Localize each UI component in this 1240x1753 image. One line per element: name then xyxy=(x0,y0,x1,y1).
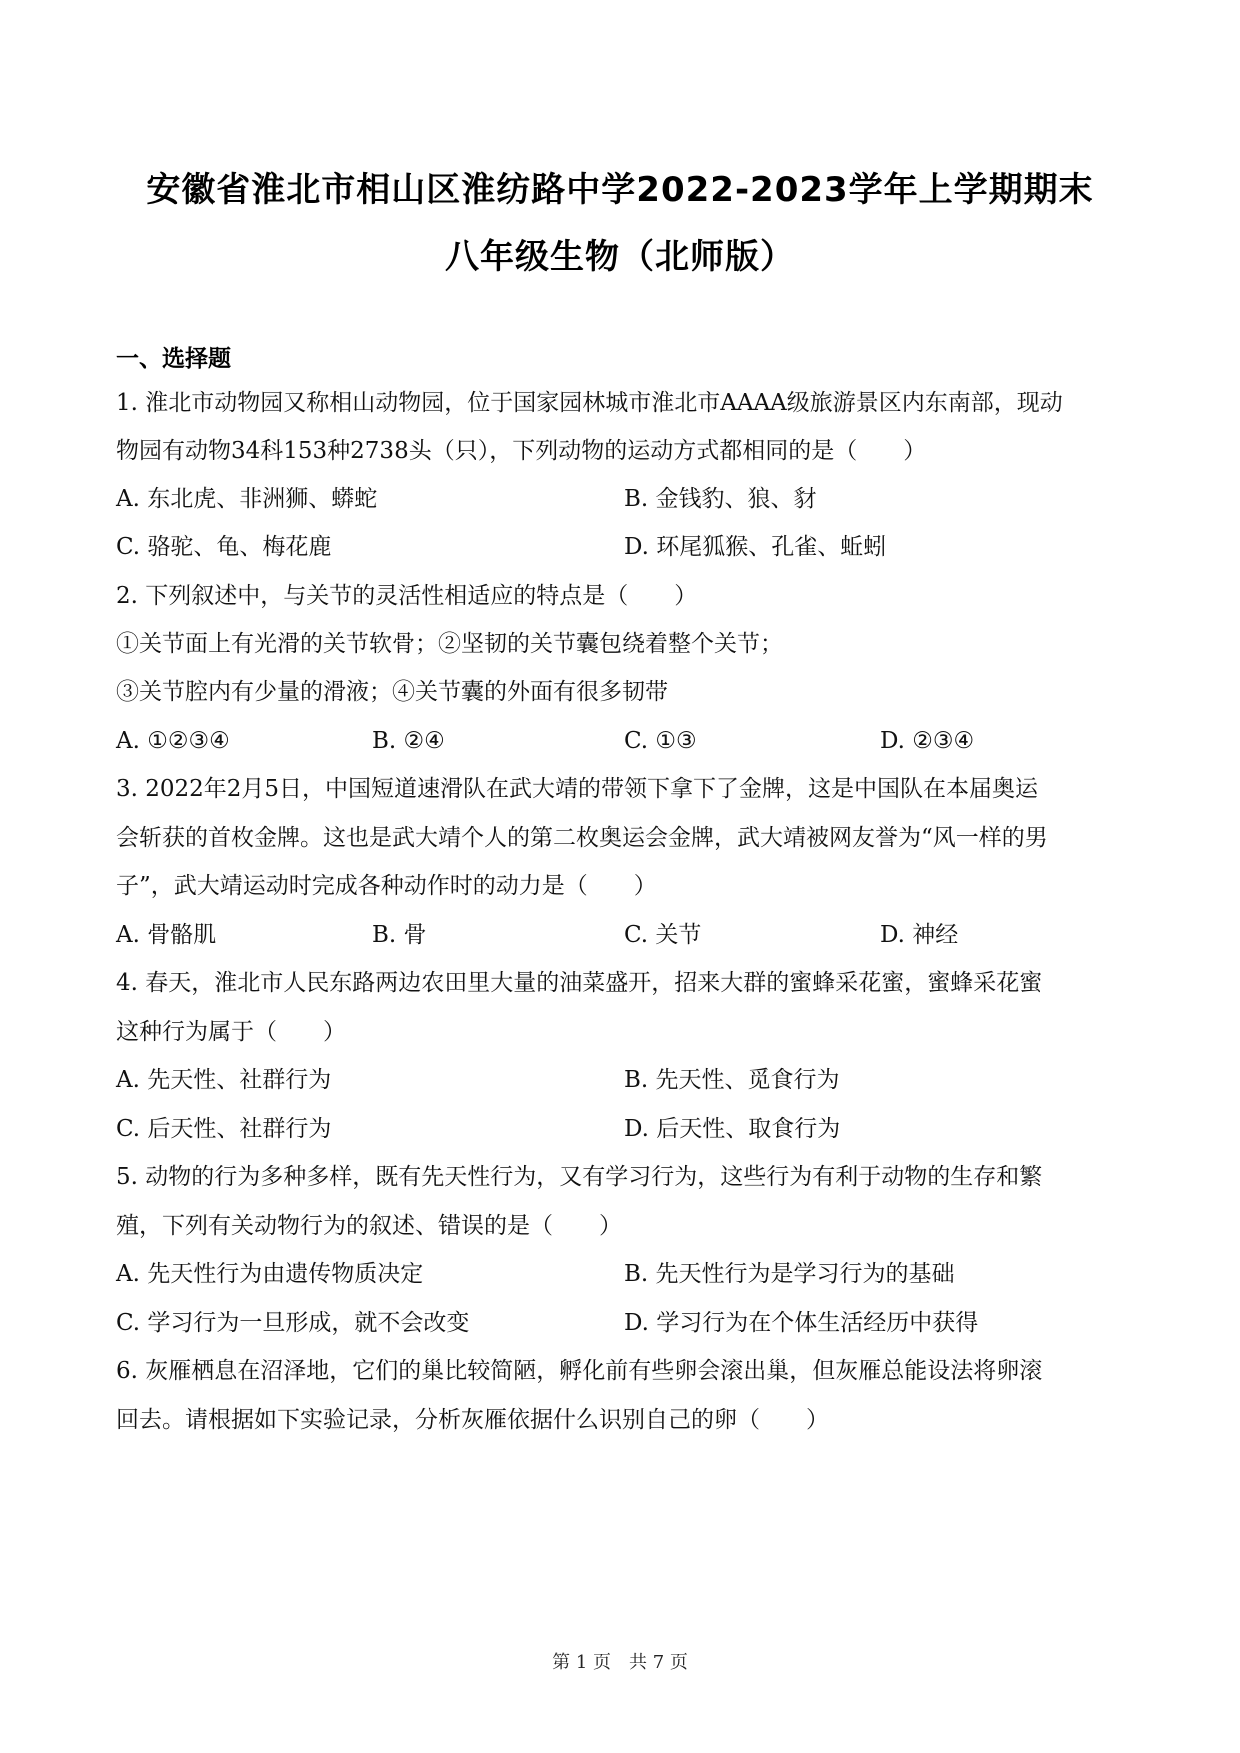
question-text-line: ①关节面上有光滑的关节软骨；②坚韧的关节囊包绕着整个关节； xyxy=(116,631,783,657)
option-c: C. 学习行为一旦形成，就不会改变 xyxy=(116,1310,470,1336)
page-number: 第 1 页 共 7 页 xyxy=(552,1652,688,1673)
option-b: B. 先天性、觅食行为 xyxy=(624,1067,840,1093)
question-text-line: 会斩获的首枚金牌。这也是武大靖个人的第二枚奥运会金牌，武大靖被网友誉为“风一样的男 xyxy=(116,825,1048,851)
question-text-line: 物园有动物34科153种2738头（只），下列动物的运动方式都相同的是（ ） xyxy=(116,438,927,464)
option-c: C. 后天性、社群行为 xyxy=(116,1116,332,1142)
question-text-line: 这种行为属于（ ） xyxy=(116,1019,346,1045)
option-d: D. 后天性、取食行为 xyxy=(624,1116,841,1142)
option-a: A. 东北虎、非洲狮、蟒蛇 xyxy=(116,486,378,512)
question-text-line: 5. 动物的行为多种多样，既有先天性行为，又有学习行为，这些行为有利于动物的生存和繁 xyxy=(116,1164,1043,1190)
option-a: A. 骨骼肌 xyxy=(116,922,217,948)
option-b: B. ②④ xyxy=(372,728,445,754)
question-text-line: 2. 下列叙述中，与关节的灵活性相适应的特点是（ ） xyxy=(116,583,698,609)
question-text-line: 回去。请根据如下实验记录，分析灰雁依据什么识别自己的卵（ ） xyxy=(116,1407,829,1433)
question-text-line: ③关节腔内有少量的滑液；④关节囊的外面有很多韧带 xyxy=(116,679,668,705)
section-heading: 一、选择题 xyxy=(116,346,231,372)
option-c: C. 骆驼、龟、梅花鹿 xyxy=(116,534,332,560)
option-b: B. 骨 xyxy=(372,922,427,948)
option-a: A. ①②③④ xyxy=(116,728,230,754)
option-d: D. 神经 xyxy=(880,922,959,948)
question-text-line: 4. 春天，淮北市人民东路两边农田里大量的油菜盛开，招来大群的蜜蜂采花蜜，蜜蜂采花蜜 xyxy=(116,970,1043,996)
question-text-line: 6. 灰雁栖息在沼泽地，它们的巢比较简陋，孵化前有些卵会滚出巢，但灰雁总能设法将卵滚 xyxy=(116,1358,1043,1384)
question-text-line: 殖，下列有关动物行为的叙述、错误的是（ ） xyxy=(116,1213,622,1239)
option-b: B. 金钱豹、狼、豺 xyxy=(624,486,817,512)
option-a: A. 先天性、社群行为 xyxy=(116,1067,332,1093)
option-d: D. 环尾狐猴、孔雀、蚯蚓 xyxy=(624,534,887,560)
option-d: D. 学习行为在个体生活经历中获得 xyxy=(624,1310,979,1336)
option-c: C. 关节 xyxy=(624,922,702,948)
question-text-line: 子”，武大靖运动时完成各种动作时的动力是（ ） xyxy=(116,873,657,899)
exam-title: 安徽省淮北市相山区淮纺路中学2022-2023学年上学期期末 xyxy=(146,170,1094,210)
question-text-line: 1. 淮北市动物园又称相山动物园，位于国家园林城市淮北市AAAA级旅游景区内东南部，现动 xyxy=(116,390,1063,416)
option-d: D. ②③④ xyxy=(880,728,975,754)
question-text-line: 3. 2022年2月5日，中国短道速滑队在武大靖的带领下拿下了金牌，这是中国队在本届奥运 xyxy=(116,776,1039,802)
option-c: C. ①③ xyxy=(624,728,697,754)
option-b: B. 先天性行为是学习行为的基础 xyxy=(624,1261,955,1287)
option-a: A. 先天性行为由遗传物质决定 xyxy=(116,1261,424,1287)
exam-subtitle: 八年级生物（北师版） xyxy=(445,237,795,277)
